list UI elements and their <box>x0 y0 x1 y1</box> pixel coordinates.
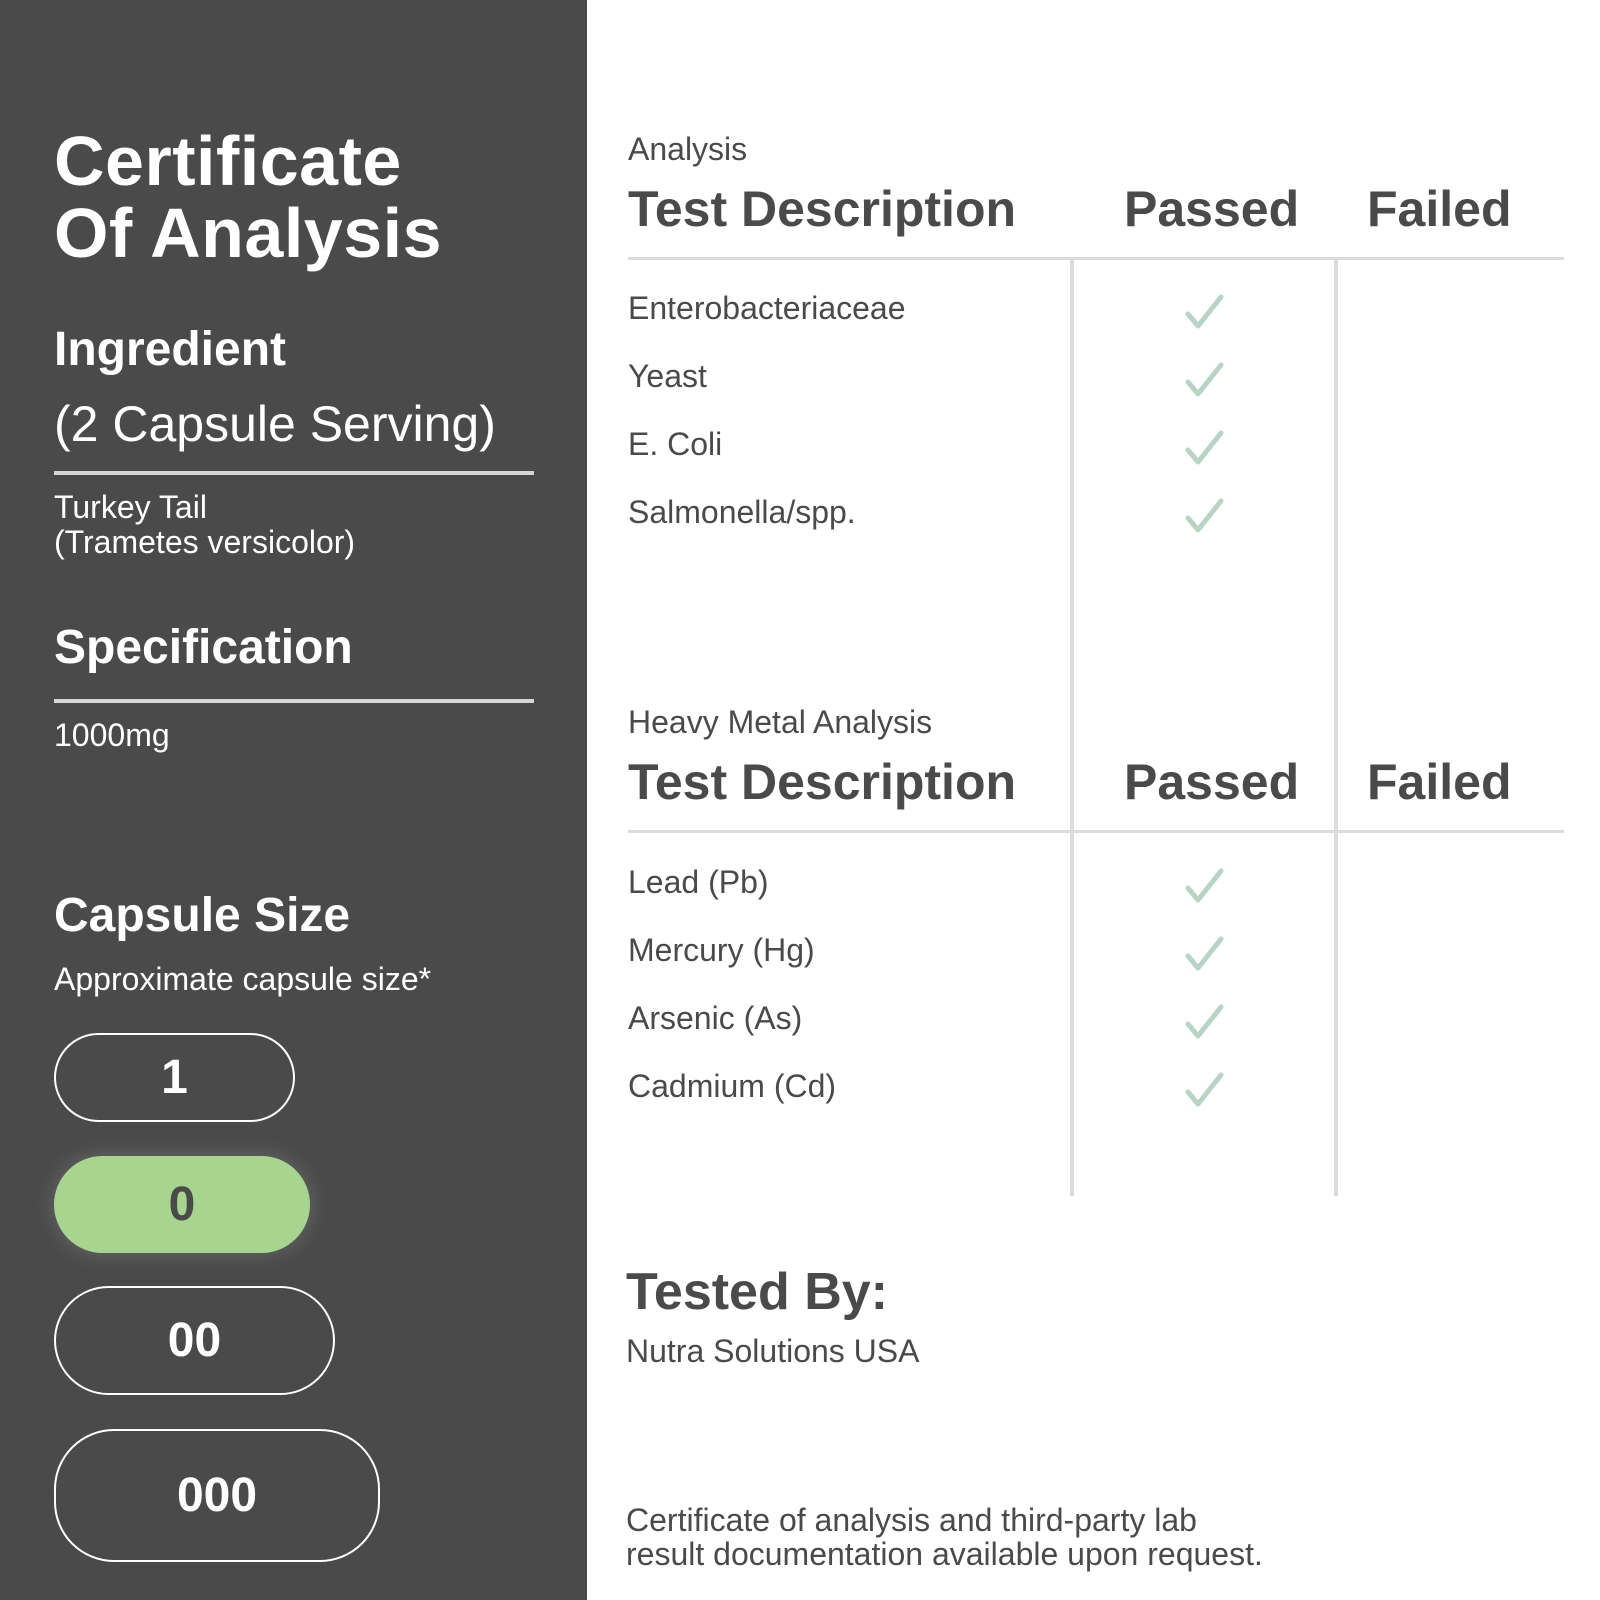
left-panel <box>0 0 587 1600</box>
analysis-row-label: Enterobacteriaceae <box>628 290 906 326</box>
failed-column-divider <box>1334 260 1338 1196</box>
page-title <box>54 122 443 272</box>
analysis-header-test: Test Description <box>628 181 1017 237</box>
heavy-metal-header-test: Test Description <box>628 754 1017 810</box>
heavy-metal-row-label: Mercury (Hg) <box>628 932 815 968</box>
serving-label: (2 Capsule Serving) <box>54 396 496 452</box>
specification-divider <box>54 699 534 703</box>
analysis-header-passed: Passed <box>1124 181 1300 237</box>
check-icon <box>1184 866 1224 906</box>
capsule-size-1-button[interactable]: 1 <box>54 1033 295 1122</box>
heavy-metal-row-label: Arsenic (As) <box>628 1000 803 1036</box>
check-icon <box>1184 496 1224 536</box>
ingredient-latin-name: (Trametes versicolor) <box>54 524 356 560</box>
title-line-1: Certificate <box>54 122 402 200</box>
footnote-line-1: Certificate of analysis and third-party lab <box>626 1502 1197 1538</box>
check-icon <box>1184 1002 1224 1042</box>
capsule-size-subtitle: Approximate capsule size* <box>54 961 432 997</box>
specification-value: 1000mg <box>54 717 170 753</box>
analysis-row-label: Salmonella/spp. <box>628 494 856 530</box>
heavy-metal-row-label: Cadmium (Cd) <box>628 1068 837 1104</box>
capsule-size-00-button[interactable]: 00 <box>54 1286 335 1395</box>
check-icon <box>1184 934 1224 974</box>
analysis-row-label: Yeast <box>628 358 707 394</box>
analysis-header-failed: Failed <box>1367 181 1512 237</box>
heavy-metal-section-label: Heavy Metal Analysis <box>628 704 933 740</box>
capsule-size-0-button[interactable]: 0 <box>54 1156 310 1253</box>
ingredient-divider <box>54 471 534 475</box>
check-icon <box>1184 292 1224 332</box>
capsule-size-heading: Capsule Size <box>54 889 351 942</box>
heavy-metal-header-divider <box>628 830 1564 833</box>
title-line-2: Of Analysis <box>54 194 443 272</box>
specification-heading: Specification <box>54 621 353 674</box>
check-icon <box>1184 428 1224 468</box>
check-icon <box>1184 1070 1224 1110</box>
capsule-size-000-button[interactable]: 000 <box>54 1429 380 1562</box>
heavy-metal-row-label: Lead (Pb) <box>628 864 769 900</box>
tested-by-heading: Tested By: <box>626 1263 888 1321</box>
check-icon <box>1184 360 1224 400</box>
footnote-line-2: result documentation available upon request. <box>626 1536 1263 1572</box>
heavy-metal-header-passed: Passed <box>1124 754 1300 810</box>
footnote <box>626 1503 1263 1571</box>
ingredient-heading: Ingredient <box>54 323 287 376</box>
analysis-row-label: E. Coli <box>628 426 723 462</box>
analysis-section-label: Analysis <box>628 131 748 167</box>
lab-name: Nutra Solutions USA <box>626 1333 920 1369</box>
ingredient-common-name: Turkey Tail <box>54 489 207 525</box>
analysis-header-divider <box>628 257 1564 260</box>
passed-column-divider <box>1070 260 1074 1196</box>
heavy-metal-header-failed: Failed <box>1367 754 1512 810</box>
ingredient-name <box>54 490 355 560</box>
